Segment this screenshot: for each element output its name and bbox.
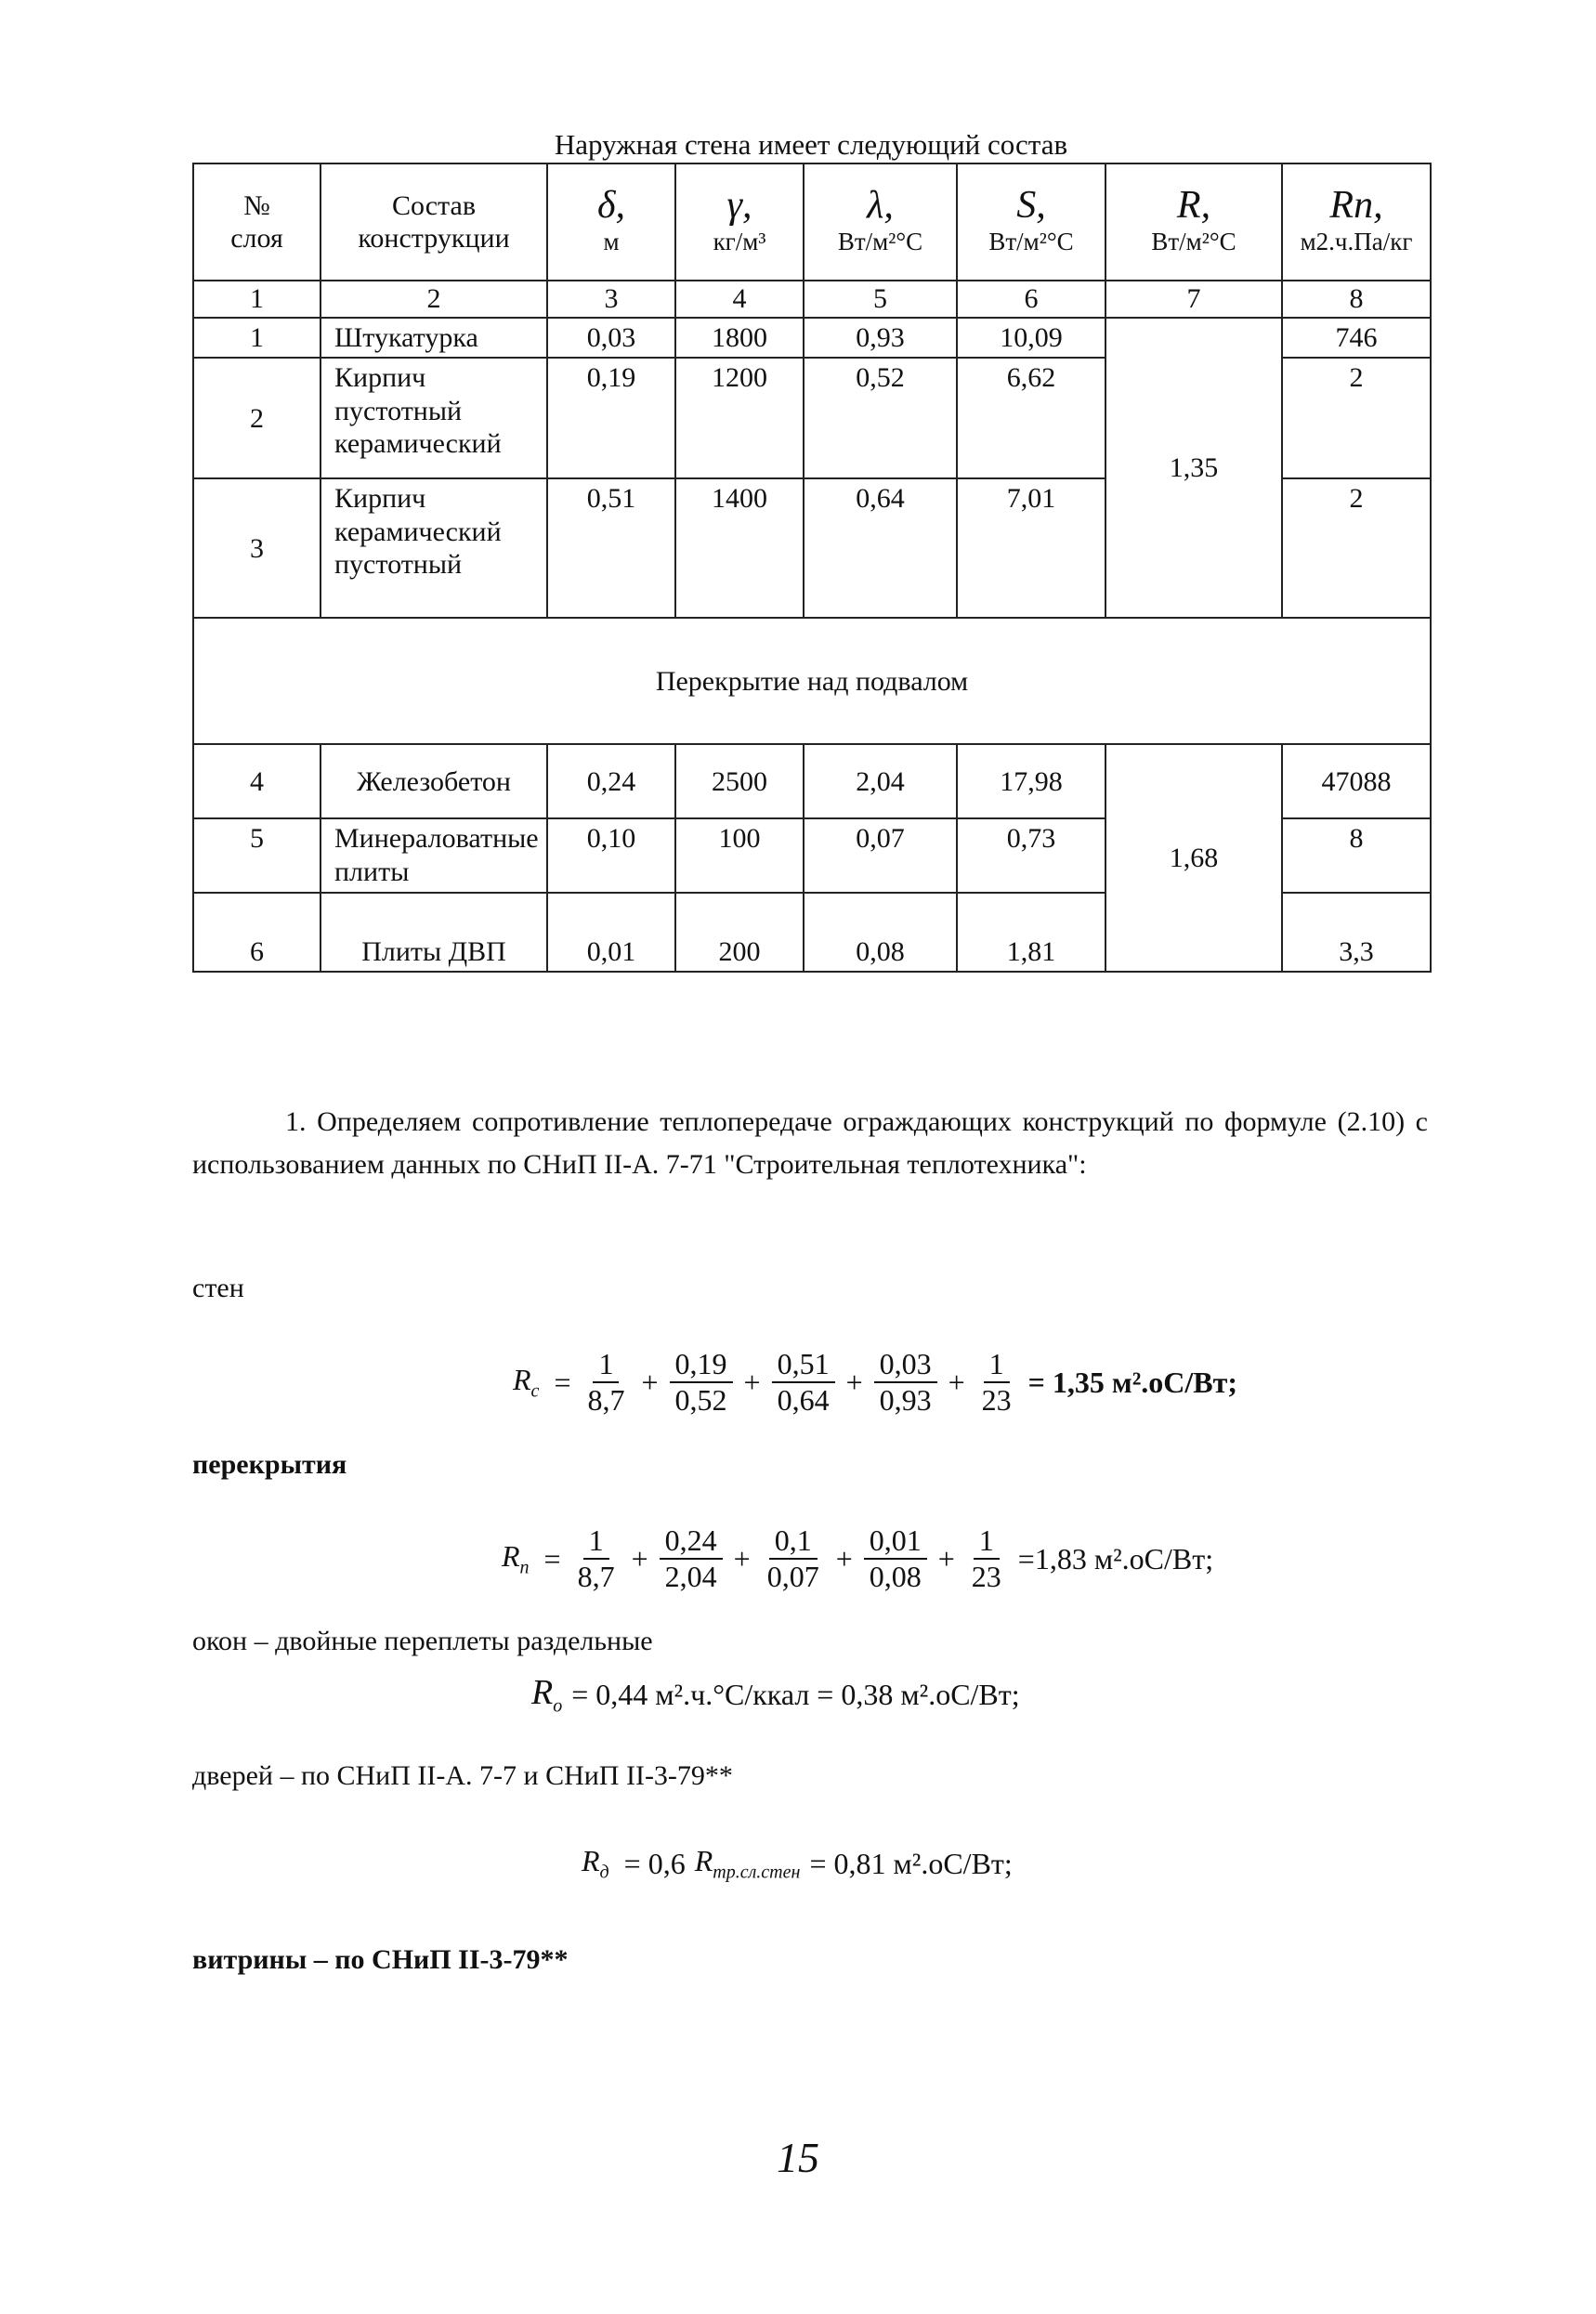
layers-table xyxy=(192,163,1432,973)
cell-lambda: 0,07 xyxy=(804,818,957,893)
header-layer-no: № слоя xyxy=(193,163,321,281)
fraction: $\frac{1}{8,7}$ xyxy=(587,1347,625,1417)
cell-rp: 746 xyxy=(1282,318,1431,358)
section-row xyxy=(193,618,1431,744)
col-num: 3 xyxy=(547,281,675,318)
header-gamma: γ, кг/м³ xyxy=(675,163,804,281)
cell-rp: 2 xyxy=(1282,358,1431,478)
intro-paragraph: 1. Определяем сопротивление теплопередаче ограждающих конструкций по формуле (2.10) с использованием данных по СНиП II-А. 7-71 "Строительная теплотехника": xyxy=(192,1106,1428,1180)
fraction: $\frac{1}{23}$ xyxy=(981,1347,1012,1417)
formula-lhs: $R_д$ xyxy=(582,1844,609,1883)
header-rp: Rп, м2.ч.Па/кг xyxy=(1282,163,1431,281)
col-num: 5 xyxy=(804,281,957,318)
table-header-row xyxy=(193,163,1431,281)
cell-material: Кирпич керамический пустотный xyxy=(321,478,547,618)
floors-formula: $R_п$ = $\frac{1}{8,7}$ + $\frac{0,24}{2,04}$ + $\frac{0,1}{0,07}$ + $\frac{0,01}{0,08}$ + $\frac{1}{23}$ =1,83 м².оС/Вт; xyxy=(502,1523,1214,1593)
cell-gamma: 1800 xyxy=(675,318,804,358)
fraction: $\frac{0,1}{0,07}$ xyxy=(766,1523,819,1593)
cell-no: 4 xyxy=(193,744,321,818)
fraction: $\frac{1}{23}$ xyxy=(971,1523,1001,1593)
cell-gamma: 200 xyxy=(675,893,804,972)
cell-no: 2 xyxy=(193,358,321,478)
cell-no: 6 xyxy=(193,893,321,972)
fraction: $\frac{0,03}{0,93}$ xyxy=(874,1347,937,1418)
doors-label: дверей – по СНиП II-А. 7-7 и СНиП II-3-79** xyxy=(192,1760,733,1791)
cell-s: 1,81 xyxy=(957,893,1105,972)
cell-material: Штукатурка xyxy=(321,318,547,358)
formula-result: = 0,81 м².оС/Вт; xyxy=(809,1846,1013,1880)
cell-gamma: 1400 xyxy=(675,478,804,618)
fraction: $\frac{0,24}{2,04}$ xyxy=(660,1523,723,1594)
cell-lambda: 0,93 xyxy=(804,318,957,358)
cell-s: 0,73 xyxy=(957,818,1105,893)
column-number-row xyxy=(193,281,1431,318)
fraction: $\frac{0,01}{0,08}$ xyxy=(864,1523,927,1594)
cell-delta: 0,24 xyxy=(547,744,675,818)
cell-delta: 0,19 xyxy=(547,358,675,478)
walls-label: стен xyxy=(192,1273,244,1303)
col-num: 2 xyxy=(321,281,547,318)
cell-r-floor: 1,68 xyxy=(1105,744,1282,972)
doors-formula: $R_д$ = 0,6 $R_{тр.сл.стен}$ = 0,81 м².оС/Вт; xyxy=(582,1844,1013,1883)
cell-rp: 47088 xyxy=(1282,744,1431,818)
cell-lambda: 2,04 xyxy=(804,744,957,818)
cell-lambda: 0,64 xyxy=(804,478,957,618)
cell-delta: 0,10 xyxy=(547,818,675,893)
cell-lambda: 0,52 xyxy=(804,358,957,478)
cell-rp: 3,3 xyxy=(1282,893,1431,972)
formula-lhs: $R_с$ xyxy=(513,1362,540,1402)
header-lambda: λ, Вт/м²°С xyxy=(804,163,957,281)
cell-gamma: 1200 xyxy=(675,358,804,478)
floors-label: перекрытия xyxy=(192,1449,347,1480)
table-row xyxy=(193,744,1431,818)
formula-result: = 0,44 м².ч.°С/ккал = 0,38 м².оС/Вт; xyxy=(571,1677,1020,1711)
col-num: 8 xyxy=(1282,281,1431,318)
fraction: $\frac{1}{8,7}$ xyxy=(577,1523,615,1593)
formula-lhs: $R_о$ xyxy=(531,1673,563,1717)
cell-r-wall: 1,35 xyxy=(1105,318,1282,618)
cell-material: Железобетон xyxy=(321,744,547,818)
cell-gamma: 100 xyxy=(675,818,804,893)
cell-gamma: 2500 xyxy=(675,744,804,818)
cell-no: 5 xyxy=(193,818,321,893)
section-label: Перекрытие над подвалом xyxy=(193,618,1431,744)
col-num: 4 xyxy=(675,281,804,318)
walls-formula: $R_с$ = $\frac{1}{8,7}$ + $\frac{0,19}{0,52}$ + $\frac{0,51}{0,64}$ + $\frac{0,03}{0,93}$ + $\frac{1}{23}$ = 1,35 м².оС/Вт; xyxy=(513,1347,1238,1417)
cell-s: 17,98 xyxy=(957,744,1105,818)
fraction: $\frac{0,51}{0,64}$ xyxy=(772,1347,835,1418)
fraction: $\frac{0,19}{0,52}$ xyxy=(670,1347,733,1418)
header-composition: Состав конструкции xyxy=(321,163,547,281)
col-num: 7 xyxy=(1105,281,1282,318)
table-row xyxy=(193,318,1431,358)
cell-rp: 2 xyxy=(1282,478,1431,618)
cell-s: 7,01 xyxy=(957,478,1105,618)
cell-delta: 0,03 xyxy=(547,318,675,358)
cell-lambda: 0,08 xyxy=(804,893,957,972)
cell-rp: 8 xyxy=(1282,818,1431,893)
table-caption: Наружная стена имеет следующий состав xyxy=(554,128,1068,161)
cell-s: 6,62 xyxy=(957,358,1105,478)
windows-label: окон – двойные переплеты раздельные xyxy=(192,1626,653,1656)
header-r: R, Вт/м²°С xyxy=(1105,163,1282,281)
cell-no: 1 xyxy=(193,318,321,358)
cell-material: Плиты ДВП xyxy=(321,893,547,972)
formula-result: = 1,35 м².оС/Вт; xyxy=(1027,1365,1238,1399)
formula-result: =1,83 м².оС/Вт; xyxy=(1017,1541,1214,1575)
header-delta: δ, м xyxy=(547,163,675,281)
cell-no: 3 xyxy=(193,478,321,618)
showcase-label: витрины – по СНиП II-3-79** xyxy=(192,1944,569,1975)
cell-delta: 0,01 xyxy=(547,893,675,972)
col-num: 6 xyxy=(957,281,1105,318)
formula-lhs: $R_п$ xyxy=(502,1538,530,1578)
cell-material: Минераловатные плиты xyxy=(321,818,547,893)
page-number: 15 xyxy=(777,2134,819,2181)
formula-term: $R_{тр.сл.стен}$ xyxy=(694,1844,801,1883)
col-num: 1 xyxy=(193,281,321,318)
header-s: S, Вт/м²°С xyxy=(957,163,1105,281)
cell-s: 10,09 xyxy=(957,318,1105,358)
cell-delta: 0,51 xyxy=(547,478,675,618)
cell-material: Кирпич пустотный керамический xyxy=(321,358,547,478)
windows-formula xyxy=(531,1672,1020,1718)
